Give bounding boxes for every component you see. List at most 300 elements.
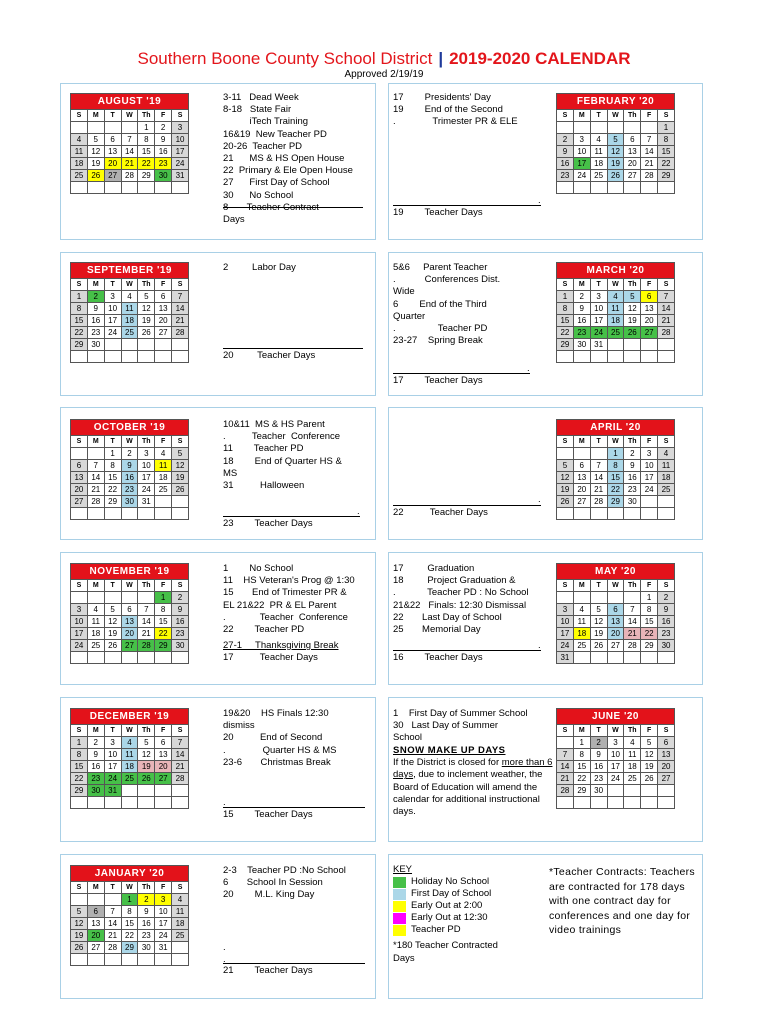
day-cell — [590, 508, 607, 520]
day-cell — [87, 652, 104, 664]
day-cell: 7 — [87, 460, 104, 472]
day-cell: 25 — [87, 640, 104, 652]
day-cell: 13 — [658, 749, 675, 761]
calendar-november — [70, 563, 189, 664]
day-cell: 12 — [71, 918, 88, 930]
day-cell: 7 — [557, 749, 574, 761]
notes-march: 5&6 Parent Teacher . Conferences Dist. Wide 6 End of the Third Quarter . Teacher PD 23-27 Spring Break — [393, 262, 501, 347]
day-cell: 27 — [121, 640, 138, 652]
day-cell: 28 — [557, 785, 574, 797]
day-cell: 8 — [71, 749, 88, 761]
weekday-label: W — [121, 279, 138, 291]
day-cell: 10 — [155, 906, 172, 918]
day-cell: 23 — [87, 773, 104, 785]
day-cell: 20 — [607, 628, 624, 640]
calendar-january — [70, 865, 189, 966]
day-cell: 5 — [641, 737, 658, 749]
day-cell: 5 — [138, 737, 155, 749]
weekday-label: T — [590, 279, 607, 291]
day-cell: 23 — [557, 170, 574, 182]
day-cell: 1 — [121, 894, 138, 906]
day-cell — [121, 785, 138, 797]
day-cell: 8 — [155, 604, 172, 616]
weekday-label: T — [104, 725, 121, 737]
weekday-label: T — [104, 110, 121, 122]
day-cell: 30 — [121, 496, 138, 508]
weekday-label: T — [590, 725, 607, 737]
day-cell: 30 — [573, 339, 590, 351]
swatch-early-200 — [393, 901, 406, 912]
day-cell — [121, 182, 138, 194]
day-cell — [104, 894, 121, 906]
weekday-label: S — [658, 725, 675, 737]
day-cell: 9 — [121, 460, 138, 472]
day-cell: 25 — [607, 327, 624, 339]
day-cell — [138, 652, 155, 664]
day-cell: 11 — [658, 460, 675, 472]
notes-august: 3-11 Dead Week 8-18 State Fair iTech Training 16&19 New Teacher PD 20-26 Teacher PD 21 MS & HS Open House 22 Primary & Ele Open House 27 First Day of School 30 No School 8 Teacher Contract Days — [223, 92, 353, 226]
day-cell: 3 — [590, 291, 607, 303]
day-cell: 24 — [104, 327, 121, 339]
day-cell: 14 — [641, 146, 658, 158]
day-cell: 26 — [607, 170, 624, 182]
day-cell: 21 — [172, 315, 189, 327]
day-cell: 1 — [138, 122, 155, 134]
weekday-label: W — [121, 110, 138, 122]
day-cell: 23 — [172, 628, 189, 640]
day-cell: 23 — [658, 628, 675, 640]
day-cell: 20 — [641, 315, 658, 327]
day-cell: 30 — [87, 339, 104, 351]
total-may: 16 Teacher Days — [393, 652, 483, 663]
day-cell: 18 — [172, 918, 189, 930]
weekday-label: S — [557, 279, 574, 291]
teacher-contracts: *Teacher Contracts: Teachers are contracted for 178 days with one contract day for conferences and one day for video trainings — [549, 866, 695, 936]
snow-text-b: more than 6 days — [393, 757, 553, 781]
legend-label: First Day of School — [411, 888, 492, 899]
day-cell — [104, 351, 121, 363]
day-cell — [590, 448, 607, 460]
day-cell: 18 — [121, 761, 138, 773]
day-cell: 16 — [87, 761, 104, 773]
weekday-label: M — [573, 725, 590, 737]
weekday-label: Th — [624, 110, 641, 122]
day-cell — [138, 339, 155, 351]
day-cell: 14 — [138, 616, 155, 628]
swatch-holiday — [393, 877, 406, 888]
day-cell — [71, 351, 88, 363]
notes-january-dots: . . — [223, 942, 226, 966]
day-cell: 15 — [557, 315, 574, 327]
day-cell: 22 — [104, 484, 121, 496]
day-cell: 3 — [573, 134, 590, 146]
day-cell: 28 — [138, 640, 155, 652]
day-cell: 8 — [658, 134, 675, 146]
day-cell: 27 — [155, 327, 172, 339]
month-header: DECEMBER '19 — [71, 709, 189, 725]
day-cell — [590, 797, 607, 809]
weekday-label: W — [607, 110, 624, 122]
day-cell: 12 — [104, 616, 121, 628]
day-cell: 22 — [607, 484, 624, 496]
day-cell: 26 — [172, 484, 189, 496]
day-cell: 2 — [87, 737, 104, 749]
day-cell: 8 — [641, 604, 658, 616]
day-cell — [138, 508, 155, 520]
day-cell: 17 — [71, 628, 88, 640]
day-cell: 25 — [658, 484, 675, 496]
weekday-label: S — [71, 580, 88, 592]
day-cell — [641, 496, 658, 508]
weekday-label: T — [104, 580, 121, 592]
day-cell — [104, 339, 121, 351]
snow-title: SNOW MAKE UP DAYS — [393, 745, 506, 756]
calendar-march — [556, 262, 675, 363]
day-cell — [121, 592, 138, 604]
day-cell: 9 — [658, 604, 675, 616]
day-cell — [104, 122, 121, 134]
day-cell: 15 — [607, 472, 624, 484]
weekday-label: M — [87, 436, 104, 448]
day-cell: 30 — [658, 640, 675, 652]
notes-october: 10&11 MS & HS Parent . Teacher Conference 11 Teacher PD 18 End of Quarter HS & MS 31 Halloween — [223, 419, 342, 492]
day-cell: 21 — [590, 484, 607, 496]
calendar-june — [556, 708, 675, 809]
day-cell: 6 — [641, 291, 658, 303]
day-cell — [138, 592, 155, 604]
day-cell — [71, 448, 88, 460]
day-cell: 23 — [155, 158, 172, 170]
day-cell: 8 — [104, 460, 121, 472]
day-cell — [71, 182, 88, 194]
weekday-label: F — [155, 436, 172, 448]
day-cell: 29 — [607, 496, 624, 508]
day-cell: 2 — [121, 448, 138, 460]
day-cell: 1 — [557, 291, 574, 303]
day-cell: 10 — [104, 303, 121, 315]
day-cell: 24 — [104, 773, 121, 785]
day-cell: 31 — [138, 496, 155, 508]
day-cell: 22 — [641, 628, 658, 640]
day-cell — [573, 508, 590, 520]
day-cell — [87, 122, 104, 134]
day-cell: 29 — [573, 785, 590, 797]
day-cell: 4 — [573, 604, 590, 616]
divider — [223, 516, 360, 517]
day-cell: 13 — [104, 146, 121, 158]
day-cell — [71, 652, 88, 664]
day-cell: 6 — [121, 604, 138, 616]
day-cell: 30 — [172, 640, 189, 652]
day-cell: 1 — [71, 291, 88, 303]
day-cell: 9 — [138, 906, 155, 918]
day-cell — [172, 182, 189, 194]
day-cell: 23 — [590, 773, 607, 785]
day-cell — [658, 339, 675, 351]
day-cell — [557, 592, 574, 604]
day-cell: 26 — [138, 773, 155, 785]
day-cell: 24 — [607, 773, 624, 785]
day-cell — [641, 351, 658, 363]
day-cell: 7 — [172, 737, 189, 749]
day-cell: 28 — [641, 170, 658, 182]
day-cell — [658, 652, 675, 664]
day-cell: 13 — [87, 918, 104, 930]
day-cell — [573, 652, 590, 664]
divider — [223, 963, 365, 964]
day-cell — [641, 182, 658, 194]
weekday-label: F — [155, 580, 172, 592]
day-cell — [641, 122, 658, 134]
total-october: 23 Teacher Days — [223, 518, 313, 529]
legend-teacher-pd — [393, 924, 498, 936]
day-cell: 16 — [658, 616, 675, 628]
day-cell: 9 — [573, 303, 590, 315]
day-cell: 6 — [607, 604, 624, 616]
legend-early-1230 — [393, 912, 498, 924]
day-cell — [172, 496, 189, 508]
day-cell — [573, 351, 590, 363]
day-cell — [104, 182, 121, 194]
day-cell: 29 — [155, 640, 172, 652]
day-cell: 6 — [104, 134, 121, 146]
day-cell: 2 — [155, 122, 172, 134]
day-cell: 17 — [138, 472, 155, 484]
day-cell: 4 — [71, 134, 88, 146]
weekday-label: Th — [624, 580, 641, 592]
day-cell — [87, 894, 104, 906]
day-cell — [557, 448, 574, 460]
weekday-label: T — [104, 882, 121, 894]
day-cell: 30 — [624, 496, 641, 508]
day-cell: 8 — [71, 303, 88, 315]
day-cell: 18 — [658, 472, 675, 484]
day-cell: 10 — [641, 460, 658, 472]
day-cell: 10 — [104, 749, 121, 761]
day-cell — [104, 954, 121, 966]
day-cell — [172, 652, 189, 664]
weekday-label: S — [172, 882, 189, 894]
day-cell — [121, 351, 138, 363]
notes-january: 2-3 Teacher PD :No School 6 School In Session 20 M.L. King Day — [223, 865, 346, 901]
day-cell: 13 — [71, 472, 88, 484]
snow-text-a: If the District is closed for — [393, 757, 502, 769]
day-cell: 14 — [172, 749, 189, 761]
day-cell: 6 — [624, 134, 641, 146]
weekday-label: S — [71, 882, 88, 894]
day-cell: 7 — [104, 906, 121, 918]
weekday-label: Th — [138, 580, 155, 592]
total-april: 22 Teacher Days — [393, 507, 488, 518]
day-cell: 3 — [607, 737, 624, 749]
calendar-april — [556, 419, 675, 520]
day-cell: 13 — [155, 749, 172, 761]
total-november: 17 Teacher Days — [223, 652, 318, 663]
day-cell: 29 — [71, 785, 88, 797]
weekday-label: W — [607, 436, 624, 448]
legend-early-200 — [393, 900, 498, 912]
day-cell — [607, 592, 624, 604]
day-cell: 25 — [121, 773, 138, 785]
day-cell: 21 — [624, 628, 641, 640]
weekday-label: S — [172, 110, 189, 122]
day-cell: 16 — [87, 315, 104, 327]
day-cell — [172, 785, 189, 797]
day-cell: 21 — [87, 484, 104, 496]
notes-november: 1 No School 11 HS Veteran's Prog @ 1:30 15 End of Trimester PR & EL 21&22 PR & EL Parent . Teacher Conference 22 Teacher PD — [223, 563, 355, 636]
day-cell — [590, 652, 607, 664]
day-cell: 19 — [172, 472, 189, 484]
day-cell: 3 — [138, 448, 155, 460]
calendar-year: 2019-2020 CALENDAR — [449, 49, 631, 68]
day-cell: 26 — [138, 327, 155, 339]
day-cell: 17 — [155, 918, 172, 930]
weekday-label: W — [607, 725, 624, 737]
day-cell: 17 — [641, 472, 658, 484]
notes-june: 1 First Day of Summer School 30 Last Day of Summer School — [393, 708, 528, 744]
day-cell — [172, 797, 189, 809]
day-cell: 24 — [573, 170, 590, 182]
month-header: NOVEMBER '19 — [71, 564, 189, 580]
day-cell: 18 — [607, 315, 624, 327]
day-cell: 20 — [573, 484, 590, 496]
day-cell: 2 — [573, 291, 590, 303]
day-cell — [557, 797, 574, 809]
day-cell: 13 — [121, 616, 138, 628]
day-cell: 22 — [138, 158, 155, 170]
weekday-label: M — [87, 725, 104, 737]
day-cell: 25 — [624, 773, 641, 785]
day-cell: 29 — [104, 496, 121, 508]
day-cell: 7 — [172, 291, 189, 303]
swatch-first-day — [393, 889, 406, 900]
day-cell: 12 — [138, 303, 155, 315]
weekday-label: S — [172, 436, 189, 448]
day-cell — [641, 339, 658, 351]
snow-make-up — [393, 745, 553, 818]
day-cell: 28 — [624, 640, 641, 652]
day-cell — [607, 797, 624, 809]
legend-first-day — [393, 888, 498, 900]
day-cell: 11 — [624, 749, 641, 761]
day-cell: 10 — [557, 616, 574, 628]
day-cell: 10 — [138, 460, 155, 472]
weekday-label: S — [557, 725, 574, 737]
day-cell: 5 — [104, 604, 121, 616]
day-cell: 6 — [155, 737, 172, 749]
day-cell: 4 — [87, 604, 104, 616]
day-cell — [607, 182, 624, 194]
day-cell: 24 — [172, 158, 189, 170]
day-cell: 25 — [573, 640, 590, 652]
day-cell: 14 — [87, 472, 104, 484]
title-separator: | — [438, 49, 444, 68]
day-cell: 2 — [658, 592, 675, 604]
day-cell: 16 — [590, 761, 607, 773]
weekday-label: Th — [138, 725, 155, 737]
day-cell — [658, 351, 675, 363]
day-cell: 15 — [155, 616, 172, 628]
day-cell: 10 — [71, 616, 88, 628]
day-cell — [624, 797, 641, 809]
day-cell: 7 — [138, 604, 155, 616]
day-cell: 1 — [573, 737, 590, 749]
day-cell — [138, 785, 155, 797]
day-cell: 22 — [71, 327, 88, 339]
divider — [223, 807, 365, 808]
day-cell — [71, 508, 88, 520]
day-cell — [557, 508, 574, 520]
weekday-label: W — [607, 279, 624, 291]
day-cell: 29 — [658, 170, 675, 182]
day-cell: 30 — [155, 170, 172, 182]
weekday-label: F — [641, 110, 658, 122]
day-cell: 15 — [71, 761, 88, 773]
district-name: Southern Boone County School District — [137, 49, 433, 68]
day-cell: 20 — [87, 930, 104, 942]
day-cell: 1 — [658, 122, 675, 134]
day-cell: 14 — [172, 303, 189, 315]
day-cell: 5 — [607, 134, 624, 146]
day-cell: 17 — [590, 315, 607, 327]
day-cell: 14 — [104, 918, 121, 930]
day-cell: 5 — [624, 291, 641, 303]
day-cell: 10 — [607, 749, 624, 761]
day-cell: 24 — [155, 930, 172, 942]
day-cell — [71, 592, 88, 604]
day-cell: 28 — [590, 496, 607, 508]
day-cell: 29 — [557, 339, 574, 351]
day-cell: 1 — [641, 592, 658, 604]
day-cell: 16 — [121, 472, 138, 484]
day-cell — [590, 592, 607, 604]
day-cell: 22 — [71, 773, 88, 785]
day-cell — [155, 652, 172, 664]
day-cell: 28 — [87, 496, 104, 508]
day-cell: 7 — [121, 134, 138, 146]
day-cell — [138, 797, 155, 809]
day-cell: 6 — [71, 460, 88, 472]
notes-february: 17 Presidents' Day 19 End of the Second . Trimester PR & ELE — [393, 92, 518, 128]
day-cell — [590, 182, 607, 194]
divider — [393, 650, 541, 651]
weekday-label: S — [557, 436, 574, 448]
notes-may-dot: . — [538, 640, 541, 651]
day-cell — [607, 339, 624, 351]
notes-may: 17 Graduation 18 Project Graduation & . Teacher PD : No School 21&22 Finals: 12:30 Dismissal 22 Last Day of School 25 Memorial Day — [393, 563, 529, 636]
day-cell: 2 — [138, 894, 155, 906]
day-cell — [658, 797, 675, 809]
day-cell: 9 — [590, 749, 607, 761]
day-cell — [658, 508, 675, 520]
day-cell: 21 — [104, 930, 121, 942]
day-cell: 25 — [590, 170, 607, 182]
day-cell — [658, 182, 675, 194]
day-cell: 12 — [87, 146, 104, 158]
weekday-label: F — [155, 882, 172, 894]
day-cell: 16 — [155, 146, 172, 158]
day-cell: 4 — [590, 134, 607, 146]
day-cell: 11 — [71, 146, 88, 158]
day-cell: 14 — [121, 146, 138, 158]
day-cell: 27 — [641, 327, 658, 339]
weekday-label: S — [172, 279, 189, 291]
total-september: 20 Teacher Days — [223, 350, 316, 361]
day-cell: 30 — [87, 785, 104, 797]
day-cell — [121, 122, 138, 134]
day-cell — [590, 351, 607, 363]
day-cell: 16 — [172, 616, 189, 628]
